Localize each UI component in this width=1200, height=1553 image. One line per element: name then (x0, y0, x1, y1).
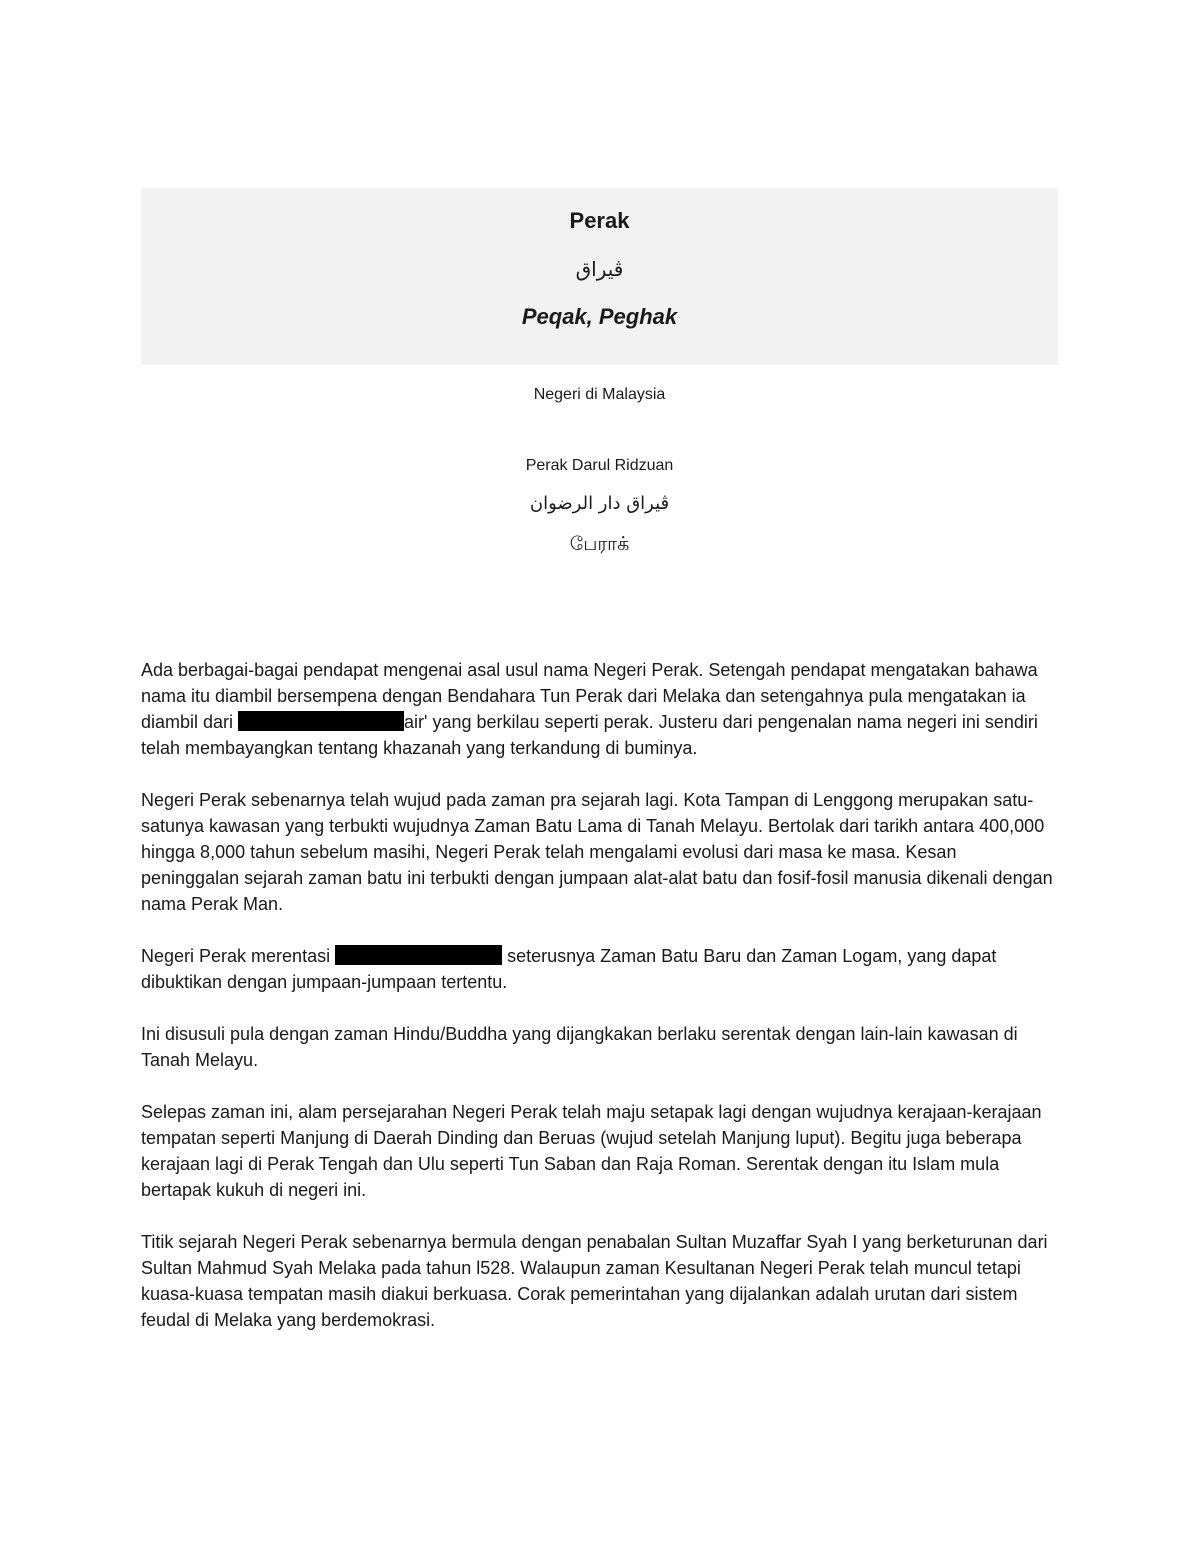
subtitle: Negeri di Malaysia (533, 386, 666, 403)
motto: Perak Darul Ridzuan (525, 457, 674, 474)
redaction-bar (335, 945, 502, 965)
paragraph-1-after: air' yang berkilau seperti perak. Justeru dari pengenalan nama negeri ini sendiri telah membayangkan tentang khazanah yang terkandung di buminya. (141, 712, 1038, 758)
redaction-bar (238, 711, 404, 731)
paragraph-5: Selepas zaman ini, alam persejarahan Negeri Perak telah maju setapak lagi dengan wujudnya kerajaan-kerajaan tempatan seperti Manjung di Daerah Dinding dan Beruas (wujud setelah Manjung luput). Begitu juga beberapa kerajaan lagi di Perak Tengah dan Ulu seperti Tun Saban dan Raja Roman. Serentak dengan itu Islam mula bertapak kukuh di negeri ini. (141, 1102, 1042, 1200)
title-jawi: ڤيراق (575, 257, 624, 281)
paragraph-6: Titik sejarah Negeri Perak sebenarnya bermula dengan penabalan Sultan Muzaffar Syah I yang berketurunan dari Sultan Mahmud Syah Melaka pada tahun l528. Walaupun zaman Kesultanan Negeri Perak telah muncul tetapi kuasa-kuasa tempatan masih diakui berkuasa. Corak pemerintahan yang dijalankan adalah urutan dari sistem feudal di Melaka yang berdemokrasi. (141, 1232, 1048, 1330)
paragraph-3-before: Negeri Perak merentasi (141, 946, 336, 966)
name-tamil: பேராக் (569, 533, 630, 555)
paragraph-3-after: seterusnya Zaman Batu Baru dan Zaman Logam, yang dapat dibuktikan dengan jumpaan-jumpaan tertentu. (141, 946, 997, 992)
document-page (141, 188, 1058, 1359)
paragraph-1 (141, 657, 1058, 761)
motto-jawi: ڤيراق دار الرضوان (529, 493, 670, 514)
title-alternate-names: Peqak, Peghak (521, 304, 678, 329)
paragraph-2: Negeri Perak sebenarnya telah wujud pada zaman pra sejarah lagi. Kota Tampan di Lenggong merupakan satu-satunya kawasan yang terbukti wujudnya Zaman Batu Lama di Tanah Melayu. Bertolak dari tarikh antara 400,000 hingga 8,000 tahun sebelum masihi, Negeri Perak telah mengalami evolusi dari masa ke masa. Kesan peninggalan sejarah zaman batu ini terbukti dengan jumpaan alat-alat batu dan fosif-fosil manusia dikenali dengan nama Perak Man. (141, 790, 1053, 914)
paragraph-3 (141, 943, 1058, 995)
page-title: Perak (569, 208, 630, 233)
paragraph-4: Ini disusuli pula dengan zaman Hindu/Buddha yang dijangkakan berlaku serentak dengan lain-lain kawasan di Tanah Melayu. (141, 1024, 1018, 1070)
title-banner (141, 188, 1058, 365)
paragraph-1-before: Ada berbagai-bagai pendapat mengenai asal usul nama Negeri Perak. Setengah pendapat mengatakan bahawa nama itu diambil bersempena dengan Bendahara Tun Perak dari Melaka dan setengahnya pula mengatakan ia diambil dari (141, 660, 1038, 732)
article-body (141, 657, 1058, 1333)
